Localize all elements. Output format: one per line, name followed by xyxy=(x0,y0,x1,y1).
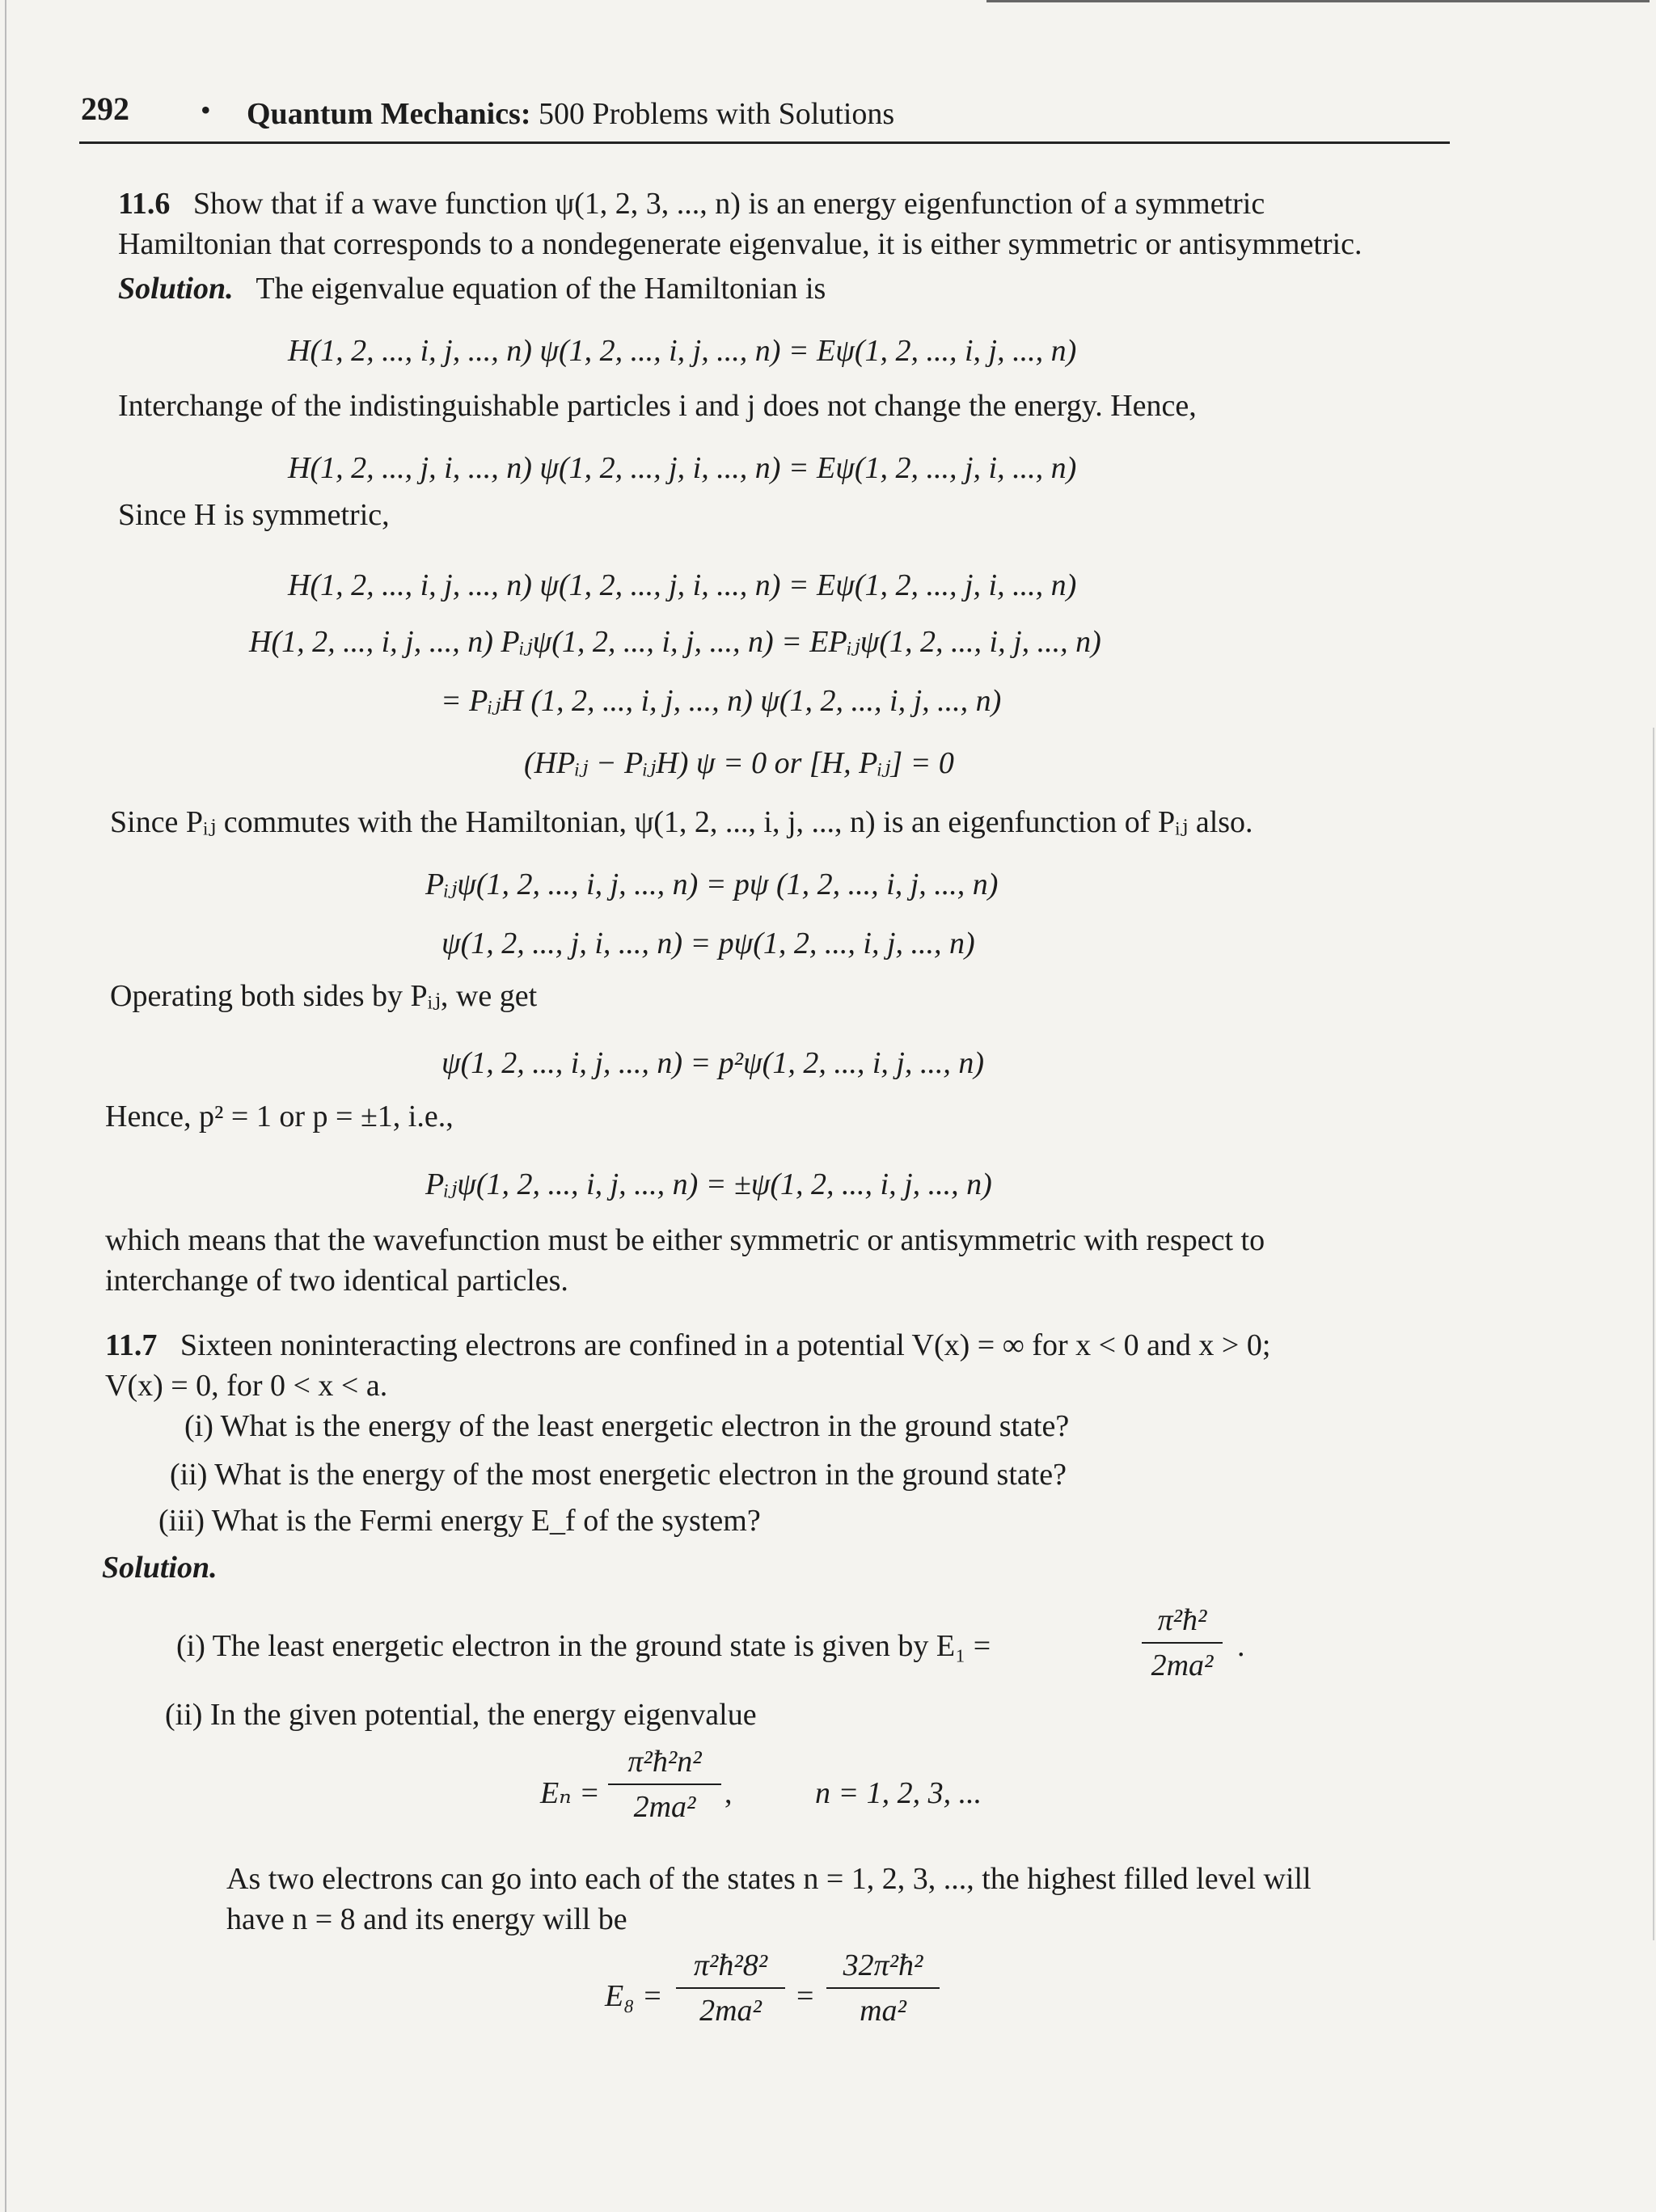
question-i: (i) What is the energy of the least energetic electron in the ground state? xyxy=(184,1409,1070,1443)
fraction-bar xyxy=(676,1987,785,1989)
equation-8: ψ(1, 2, ..., j, i, ..., n) = pψ(1, 2, ..., i, j, ..., n) xyxy=(441,927,975,960)
conclusion-line-1: which means that the wavefunction must be either symmetric or antisymmetric with respect to xyxy=(105,1223,1265,1257)
fraction-numerator: π²ħ²n² xyxy=(627,1745,702,1779)
fraction-denominator: ma² xyxy=(860,1994,906,2028)
problem-text: Sixteen noninteracting electrons are confined in a potential V(x) = ∞ for x < 0 and x > 0; xyxy=(180,1328,1271,1362)
text-operating: Operating both sides by Pᵢⱼ, we get xyxy=(110,979,538,1013)
equation-7: Pᵢⱼψ(1, 2, ..., i, j, ..., n) = pψ (1, 2, ..., i, j, ..., n) xyxy=(425,867,999,901)
conclusion-line-2: interchange of two identical particles. xyxy=(105,1264,568,1298)
fraction-denominator: 2ma² xyxy=(1151,1648,1214,1682)
equation-2: H(1, 2, ..., j, i, ..., n) ψ(1, 2, ..., j, i, ..., n) = Eψ(1, 2, ..., j, i, ..., n) xyxy=(288,451,1077,485)
fraction-bar xyxy=(608,1784,721,1785)
book-subtitle: 500 Problems with Solutions xyxy=(539,97,895,131)
solution-text-line-1: As two electrons can go into each of the states n = 1, 2, 3, ..., the highest filled level will xyxy=(226,1862,1312,1896)
equation-6: (HPᵢⱼ − PᵢⱼH) ψ = 0 or [H, Pᵢⱼ] = 0 xyxy=(524,746,954,780)
problem-text: Show that if a wave function ψ(1, 2, 3, ..., n) is an energy eigenfunction of a symmetric xyxy=(192,187,1265,221)
fraction-bar xyxy=(826,1987,940,1989)
fraction-e1 xyxy=(1142,1605,1223,1681)
question-iii: (iii) What is the Fermi energy E_f of the system? xyxy=(158,1504,761,1538)
equation-3: H(1, 2, ..., i, j, ..., n) ψ(1, 2, ..., j, i, ..., n) = Eψ(1, 2, ..., j, i, ..., n) xyxy=(288,568,1077,602)
fraction-e8-first xyxy=(676,1950,785,2026)
equation-10: Pᵢⱼψ(1, 2, ..., i, j, ..., n) = ±ψ(1, 2, ..., i, j, ..., n) xyxy=(425,1167,992,1201)
solution-label: Solution. xyxy=(118,272,234,306)
book-title: Quantum Mechanics: xyxy=(247,97,531,131)
fraction-numerator: 32π²ħ² xyxy=(843,1948,923,1982)
equation-9: ψ(1, 2, ..., i, j, ..., n) = p²ψ(1, 2, ..., i, j, ..., n) xyxy=(441,1046,985,1080)
scan-left-edge xyxy=(5,0,6,2212)
fraction-numerator: π²ħ² xyxy=(1157,1603,1207,1637)
solution-11-6-intro xyxy=(118,273,826,304)
comma: , xyxy=(724,1776,733,1810)
solution-i: (i) The least energetic electron in the ground state is given by E₁ = xyxy=(176,1629,991,1663)
equation-en-lhs: Eₙ = xyxy=(540,1776,600,1810)
problem-11-7-statement-line-2: V(x) = 0, for 0 < x < a. xyxy=(105,1369,388,1403)
equation-en-condition: n = 1, 2, 3, ... xyxy=(815,1776,982,1810)
text-hence-p: Hence, p² = 1 or p = ±1, i.e., xyxy=(105,1100,454,1133)
fraction-e8-second xyxy=(826,1950,940,2026)
problem-11-6-statement-line-1 xyxy=(118,188,1265,219)
solution-text-line-2: have n = 8 and its energy will be xyxy=(226,1902,627,1936)
scan-top-edge xyxy=(986,0,1650,2)
period: . xyxy=(1237,1629,1245,1663)
scan-right-edge xyxy=(1653,728,1654,1940)
running-header xyxy=(247,99,894,129)
text-since-symmetric: Since H is symmetric, xyxy=(118,498,390,532)
page-number: 292 xyxy=(81,91,129,127)
equation-5: = PᵢⱼH (1, 2, ..., i, j, ..., n) ψ(1, 2, ..., i, j, ..., n) xyxy=(441,684,1002,718)
solution-text: The eigenvalue equation of the Hamiltonian is xyxy=(256,272,826,306)
problem-11-7-statement-line-1 xyxy=(105,1330,1270,1361)
fraction-denominator: 2ma² xyxy=(699,1994,762,2028)
header-bullet: • xyxy=(201,94,211,126)
solution-ii: (ii) In the given potential, the energy eigenvalue xyxy=(165,1698,757,1732)
text-commutes: Since Pᵢⱼ commutes with the Hamiltonian, ψ(1, 2, ..., i, j, ..., n) is an eigenfunction of Pᵢⱼ also. xyxy=(110,805,1253,839)
header-rule xyxy=(79,141,1450,144)
problem-11-6-statement-line-2: Hamiltonian that corresponds to a nondegenerate eigenvalue, it is either symmetric or antisymmetric. xyxy=(118,227,1362,261)
solution-label: Solution. xyxy=(102,1551,218,1585)
problem-number: 11.7 xyxy=(105,1328,158,1362)
fraction-denominator: 2ma² xyxy=(633,1790,696,1824)
problem-number: 11.6 xyxy=(118,187,171,221)
equals-sign: = xyxy=(796,1979,814,2013)
text-interchange: Interchange of the indistinguishable particles i and j does not change the energy. Hence, xyxy=(118,389,1197,423)
equation-1: H(1, 2, ..., i, j, ..., n) ψ(1, 2, ..., i, j, ..., n) = Eψ(1, 2, ..., i, j, ..., n) xyxy=(288,334,1077,368)
fraction-numerator: π²ħ²8² xyxy=(693,1948,768,1982)
fraction-bar xyxy=(1142,1642,1223,1644)
question-ii: (ii) What is the energy of the most energetic electron in the ground state? xyxy=(170,1458,1067,1492)
equation-4: H(1, 2, ..., i, j, ..., n) Pᵢⱼψ(1, 2, ..., i, j, ..., n) = EPᵢⱼψ(1, 2, ..., i, j, ..., n) xyxy=(249,625,1101,659)
equation-e8-lhs: E₈ = xyxy=(605,1979,663,2013)
fraction-en xyxy=(608,1746,721,1822)
